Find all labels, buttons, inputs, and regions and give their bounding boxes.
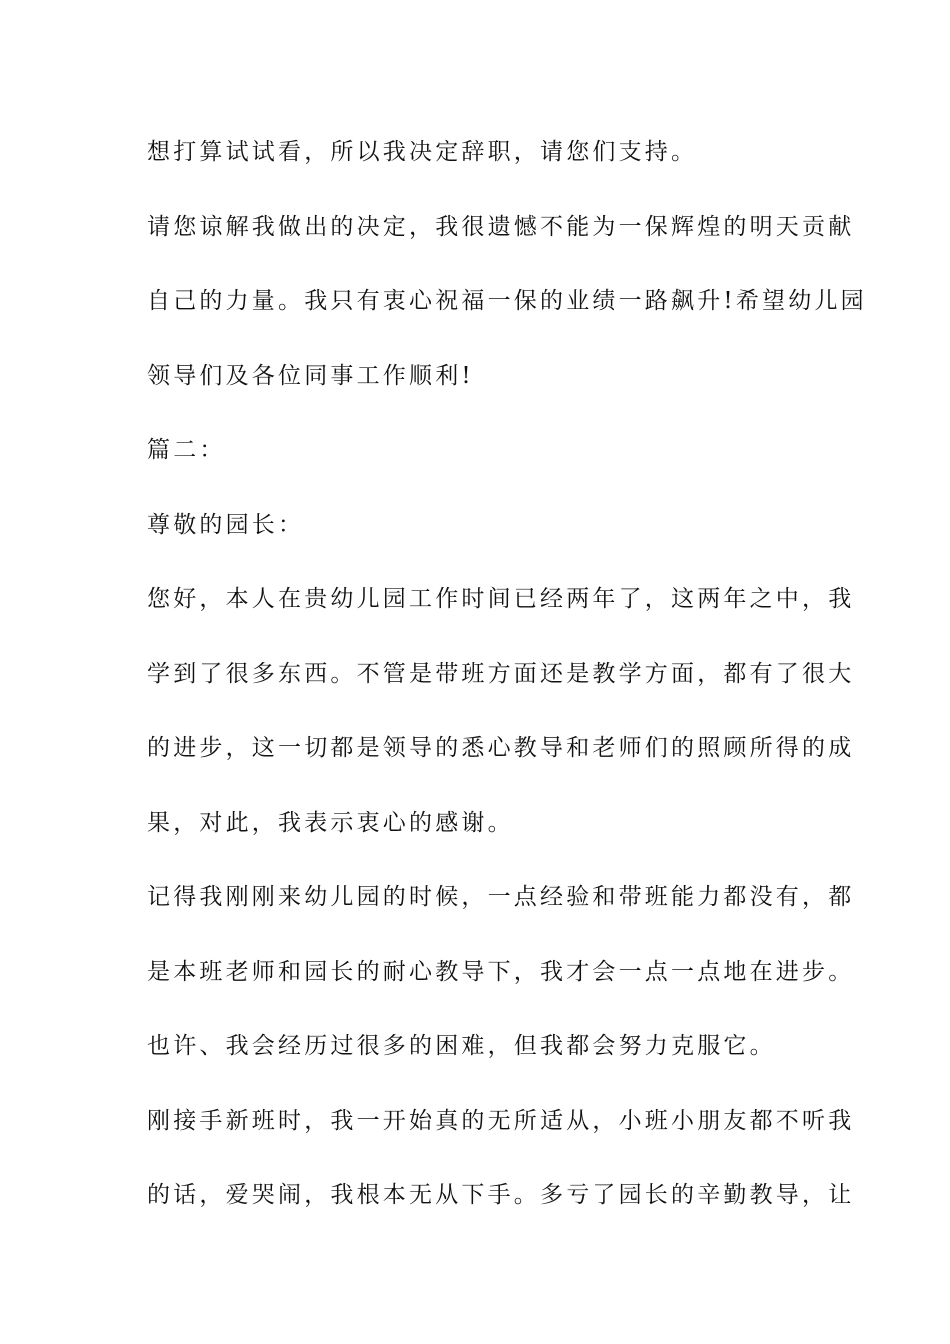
section-heading: 篇二： — [147, 437, 226, 463]
text-line: 果，对此，我表示衷心的感谢。 — [147, 809, 514, 836]
text-line: 的话，爱哭闹，我根本无从下手。多亏了园长的辛勤教导，让 — [147, 1182, 855, 1208]
document-body — [147, 130, 867, 1248]
text-line: 领导们及各位同事工作顺利! — [147, 362, 474, 389]
text-line: 自己的力量。我只有衷心祝福一保的业绩一路飙升!希望幼儿园 — [147, 288, 867, 314]
text-line: 刚接手新班时，我一开始真的无所适从，小班小朋友都不听我 — [147, 1107, 855, 1134]
text-line: 也许、我会经历过很多的困难，但我都会努力克服它。 — [147, 1033, 776, 1059]
text-line: 是本班老师和园长的耐心教导下，我才会一点一点地在进步。 — [147, 958, 855, 985]
text-line: 想打算试试看，所以我决定辞职，请您们支持。 — [147, 139, 698, 165]
text-line: 请您谅解我做出的决定，我很遗憾不能为一保辉煌的明天贡献 — [147, 213, 855, 240]
text-line: 学到了很多东西。不管是带班方面还是教学方面，都有了很大 — [147, 660, 855, 687]
text-line: 您好，本人在贵幼儿园工作时间已经两年了，这两年之中，我 — [147, 586, 855, 612]
text-line: 的进步，这一切都是领导的悉心教导和老师们的照顾所得的成 — [147, 735, 855, 761]
salutation: 尊敬的园长： — [147, 511, 305, 538]
text-line: 记得我刚刚来幼儿园的时候，一点经验和带班能力都没有，都 — [147, 884, 855, 910]
